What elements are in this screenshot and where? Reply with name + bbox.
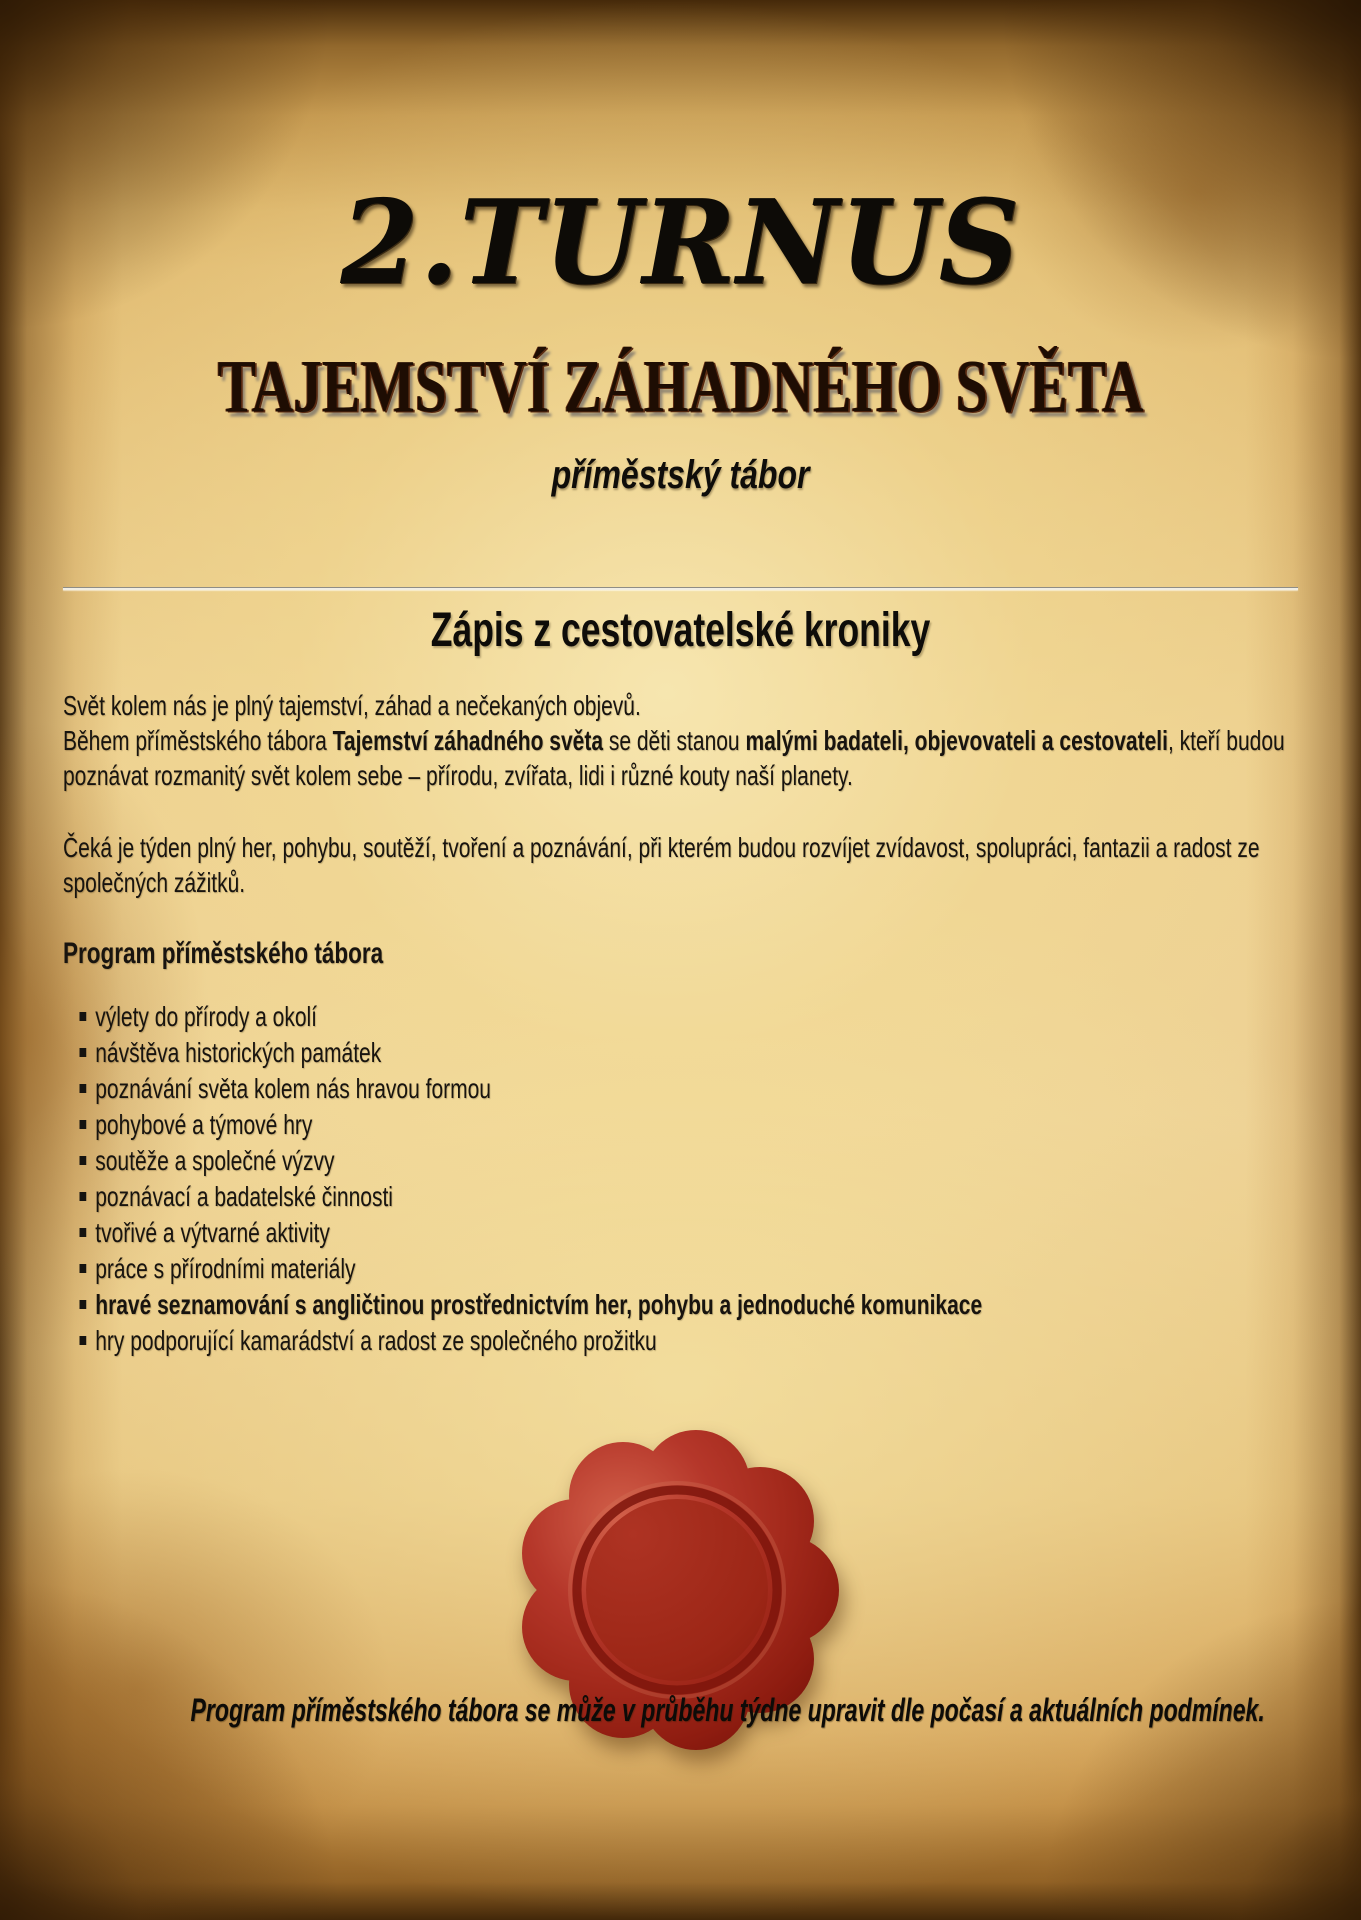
program-item-label: poznávací a badatelské činnosti <box>95 1180 393 1212</box>
program-heading: Program příměstského tábora <box>63 936 384 970</box>
intro-paragraph-2: Čeká je týden plný her, pohybu, soutěží, tvoření a poznávání, při kterém budou rozvíjet zvídavost, spolupráci, fantazii a radost ze společných zážitků. <box>63 831 1260 898</box>
program-item-label: práce s přírodními materiály <box>95 1252 356 1284</box>
section-heading: Zápis z cestovatelské kroniky <box>430 604 931 657</box>
program-list-item <box>80 1287 1315 1323</box>
program-item-label: hry podporující kamarádství a radost ze společného prožitku <box>95 1324 657 1356</box>
program-list-item <box>80 1179 1315 1215</box>
square-bullet-icon <box>80 1084 87 1093</box>
program-list-item <box>80 1035 1315 1071</box>
footer-note: Program příměstského tábora se může v průběhu týdne upravit dle počasí a aktuálních podmínek. <box>190 1692 1265 1728</box>
program-item-label: návštěva historických památek <box>95 1036 382 1068</box>
program-list-item <box>80 1251 1315 1287</box>
program-list-item <box>80 1071 1315 1107</box>
square-bullet-icon <box>80 1192 87 1201</box>
page-title: 2.TURNUS <box>340 174 1021 311</box>
program-item-label: výlety do přírody a okolí <box>95 1000 318 1032</box>
program-list-item <box>80 1143 1315 1179</box>
program-list <box>63 999 1314 1359</box>
divider-line <box>63 587 1298 590</box>
square-bullet-icon <box>80 1300 87 1309</box>
program-item-label: pohybové a týmové hry <box>95 1108 313 1140</box>
page-tagline: příměstský tábor <box>551 453 810 497</box>
square-bullet-icon <box>80 1228 87 1237</box>
intro-paragraph-1: Svět kolem nás je plný tajemství, záhad a nečekaných objevů. Během příměstského tábora Tajemství záhadného světa se děti stanou malými badateli, objevovateli a cestovateli, kteří budou poznávat rozmanitý svět kolem sebe – přírodu, zvířata, lidi i různé kouty naší planety. <box>63 689 1285 791</box>
program-list-item <box>80 1323 1315 1359</box>
square-bullet-icon <box>80 1336 87 1345</box>
program-item-label: poznávání světa kolem nás hravou formou <box>95 1072 491 1104</box>
square-bullet-icon <box>80 1120 87 1129</box>
program-list-item <box>80 1215 1315 1251</box>
seal-inner-disc <box>586 1499 768 1681</box>
square-bullet-icon <box>80 1048 87 1057</box>
page-subtitle: TAJEMSTVÍ ZÁHADNÉHO SVĚTA <box>217 344 1144 429</box>
program-item-label: tvořivé a výtvarné aktivity <box>95 1216 330 1248</box>
square-bullet-icon <box>80 1012 87 1021</box>
square-bullet-icon <box>80 1156 87 1165</box>
program-list-item <box>80 1107 1315 1143</box>
square-bullet-icon <box>80 1264 87 1273</box>
program-item-label: soutěže a společné výzvy <box>95 1144 335 1176</box>
program-list-item <box>80 999 1315 1035</box>
program-item-label: hravé seznamování s angličtinou prostřednictvím her, pohybu a jednoduché komunikace <box>95 1288 983 1320</box>
document-content <box>0 174 1361 1359</box>
